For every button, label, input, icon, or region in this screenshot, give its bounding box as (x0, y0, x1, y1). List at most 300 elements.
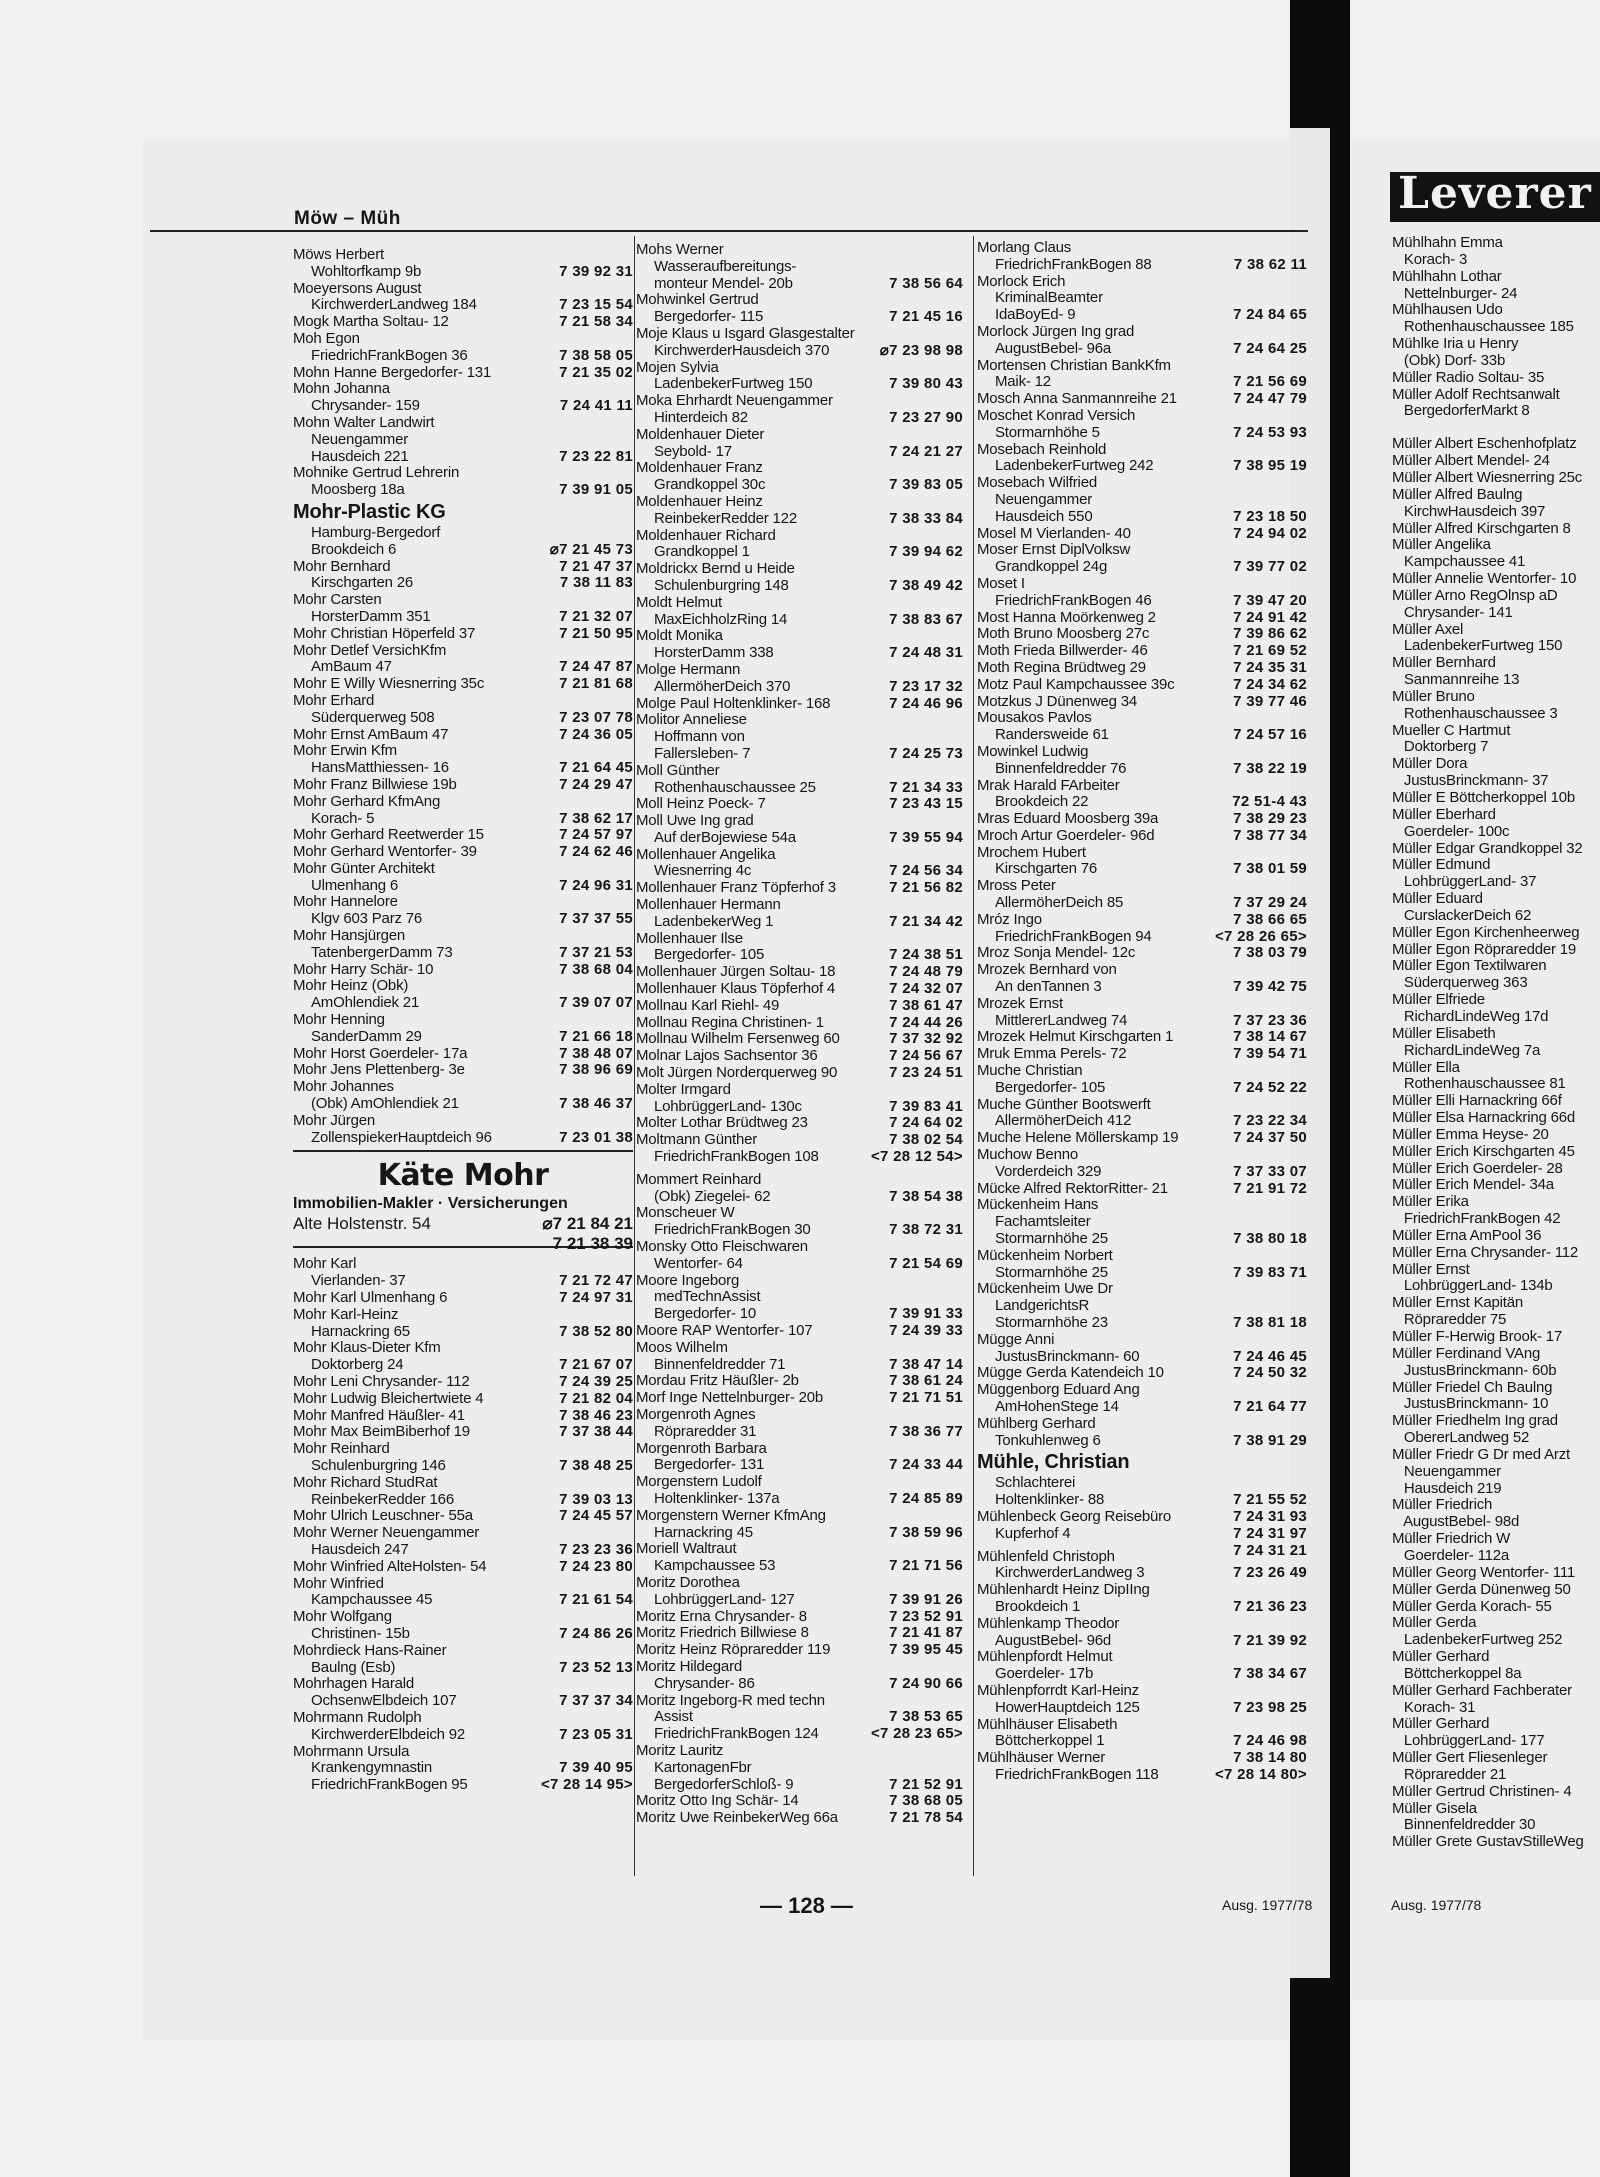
entry-name: Mross Peter (977, 877, 1056, 895)
directory-entry (636, 998, 963, 1015)
entry-phone-group (889, 1115, 963, 1132)
directory-entry (977, 1130, 1307, 1147)
entry-name: Moschet Konrad Versich (977, 406, 1136, 424)
directory-entry (636, 931, 963, 965)
entry-name: Morlock Erich (977, 272, 1066, 290)
directory-entry (293, 1307, 633, 1341)
entry-address: Christinen- 15b (311, 1624, 410, 1642)
directory-entry (293, 777, 633, 794)
entry-name: Motzkus J Dünenweg 34 (977, 692, 1138, 710)
entry-address: Vierlanden- 37 (311, 1272, 406, 1290)
directory-entry (636, 595, 963, 629)
entry-name: Moore Ingeborg (636, 1271, 740, 1289)
entry-address: Schulenburgring 146 (311, 1457, 446, 1474)
entry-name-bold: Mohr-Plastic KG (293, 500, 446, 523)
entry-phone-group (1233, 761, 1307, 778)
entry-name: Morgenroth Agnes (636, 1405, 756, 1423)
entry-address: KirchwerderElbdeich 92 (311, 1725, 466, 1743)
directory-entry (636, 1793, 963, 1810)
entry-name: Moth Frieda Billwerder- 46 (977, 642, 1148, 660)
entry-phone-group (559, 1096, 633, 1113)
entry-phone: 7 24 84 65 (1233, 306, 1307, 324)
directory-entry (636, 1810, 963, 1827)
entry-name: Mohrdieck Hans-Rainer (293, 1641, 447, 1659)
header-rule (150, 230, 1308, 232)
entry-name: Mollenhauer Hermann (636, 896, 781, 914)
entry-address: FriedrichFrankBogen 124 (654, 1725, 819, 1743)
entry-address: Kupferhof 4 (995, 1524, 1071, 1542)
entry-phone: 7 38 46 37 (559, 1095, 633, 1113)
directory-entry (977, 1097, 1307, 1131)
entry-phone-group (1233, 559, 1307, 576)
entry-phone-group (1233, 1365, 1307, 1382)
directory-entry-line: Müller Elfriede (1392, 991, 1485, 1009)
ad-phone: ⌀7 21 84 21 (542, 1214, 633, 1234)
entry-phone-group (1233, 1130, 1307, 1147)
directory-entry-line: Müller Adolf Rechtsanwalt (1392, 385, 1560, 403)
entry-name: Mückenheim Norbert (977, 1246, 1113, 1264)
directory-entry-line: Goerdeler- 100c (1392, 822, 1510, 840)
entry-phone-group (559, 827, 633, 844)
directory-entry (636, 1407, 963, 1441)
directory-entry (977, 1449, 1307, 1509)
entry-name: Mohr Johannes (293, 1078, 394, 1096)
entry-name: Mügge Gerda Katendeich 10 (977, 1364, 1164, 1382)
entry-phone-group (889, 1525, 963, 1542)
entry-phone: 7 38 29 23 (1233, 810, 1307, 828)
directory-entry-line: Müller Friedel Ch Baulng (1392, 1378, 1553, 1396)
entry-phone: 7 39 95 45 (889, 1641, 963, 1659)
entry-phone-group (559, 1727, 633, 1744)
entry-phone: 7 38 11 83 (559, 574, 633, 592)
entry-address: Fachamtsleiter (995, 1213, 1091, 1231)
directory-entry (636, 1508, 963, 1542)
entry-phone-group (1233, 1492, 1307, 1509)
directory-entry (293, 1113, 633, 1147)
directory-entry (977, 1582, 1307, 1616)
entry-phone: 7 23 22 81 (559, 447, 633, 465)
ad-phone: 7 21 38 39 (552, 1234, 633, 1254)
directory-entry-line: Chrysander- 141 (1392, 603, 1513, 621)
entry-phone: 7 21 71 51 (889, 1389, 963, 1407)
entry-address: ReinbekerRedder 166 (311, 1490, 454, 1508)
page-number: — 128 — (760, 1893, 853, 1918)
entry-phone: 7 37 38 44 (559, 1423, 633, 1441)
entry-address: ZollenspiekerHauptdeich 96 (311, 1128, 492, 1146)
entry-address: KirchwerderHausdeich 370 (654, 341, 830, 359)
entry-phone: 7 23 24 51 (889, 1064, 963, 1082)
entry-phone-group (559, 1374, 633, 1391)
entry-phone: 7 24 64 25 (1233, 339, 1307, 357)
entry-address: LadenbekerWeg 1 (654, 912, 774, 930)
entry-phone-group (889, 1323, 963, 1340)
entry-name: Molge Paul Holtenklinker- 168 (636, 694, 831, 712)
entry-phone: 7 21 56 69 (1233, 373, 1307, 391)
ad-company-name: Käte Mohr (377, 1158, 549, 1194)
entry-address: JustusBrinckmann- 60 (995, 1347, 1140, 1365)
entry-phone: 7 21 47 37 (559, 557, 633, 575)
entry-phone-group (559, 482, 633, 499)
directory-entry (977, 1649, 1307, 1683)
entry-phone: 7 24 46 96 (889, 694, 963, 712)
entry-name: Moldenhauer Franz (636, 459, 763, 477)
entry-name: Mohr Gerhard Reetwerder 15 (293, 826, 484, 844)
entry-name: Moos Wilhelm (636, 1338, 728, 1356)
directory-entry (636, 326, 963, 360)
directory-entry-line: Müller Ernst Kapitän (1392, 1294, 1524, 1312)
entry-phone-group (889, 544, 963, 561)
entry-address: FriedrichFrankBogen 46 (995, 591, 1152, 609)
entry-phone: 7 39 40 95 (559, 1759, 633, 1777)
directory-entry (977, 828, 1307, 845)
entry-phone-group (889, 1457, 963, 1474)
directory-entry-line: Mühlhahn Emma (1392, 234, 1503, 251)
directory-entry (293, 1609, 633, 1643)
entry-phone-group (889, 1424, 963, 1441)
directory-entry (636, 1625, 963, 1642)
entry-phone-group (889, 1048, 963, 1065)
entry-name: Molt Jürgen Norderquerweg 90 (636, 1064, 838, 1082)
entry-phone-group (1233, 811, 1307, 828)
directory-entry (977, 710, 1307, 744)
entry-address: Hamburg-Bergedorf (311, 523, 441, 541)
entry-phone: 7 39 92 31 (559, 262, 633, 280)
directory-entry (293, 844, 633, 861)
entry-name: Mortensen Christian BankKfm (977, 356, 1171, 374)
entry-phone-group (889, 1777, 963, 1794)
entry-name: Mohr Max BeimBiberhof 19 (293, 1423, 470, 1441)
entry-phone: ⌀7 21 45 73 (549, 540, 633, 558)
directory-entry-line: Müller Albert Wiesnerring 25c (1392, 468, 1583, 486)
directory-entry (293, 978, 633, 1012)
entry-name: Mühlenhardt Heinz DipIIng (977, 1581, 1150, 1599)
entry-name: Mohr Gerhard KfmAng (293, 792, 441, 810)
entry-phone-group (1233, 895, 1307, 912)
entry-phone: 7 38 62 17 (559, 809, 633, 827)
directory-entry-line: RichardLindeWeg 7a (1392, 1041, 1541, 1059)
entry-phone-group (889, 679, 963, 696)
directory-entry (293, 1079, 633, 1113)
entry-address: BergedorferSchloß- 9 (654, 1775, 794, 1793)
entry-phone: 72 51-4 43 (1232, 793, 1307, 811)
directory-entry-line: Müller Angelika (1392, 536, 1491, 554)
entry-name: Morlang Claus (977, 239, 1072, 256)
entry-address: Stormarnhöhe 25 (995, 1230, 1108, 1248)
entry-address: LadenbekerFurtweg 242 (995, 457, 1154, 475)
entry-phone-group (1233, 979, 1307, 996)
directory-entry (977, 1683, 1307, 1717)
entry-name: Mühlhäuser Werner (977, 1749, 1106, 1767)
entry-name: Moll Günther (636, 761, 720, 779)
directory-entry-line: Mühlhahn Lothar (1392, 267, 1502, 285)
entry-name: Mohr Richard StudRat (293, 1473, 438, 1491)
entry-address: KirchwerderLandweg 184 (311, 296, 477, 314)
directory-entry-line: Rothenhauschaussee 3 (1392, 704, 1558, 722)
directory-entry (293, 827, 633, 844)
directory-entry-line: Röpraredder 75 (1392, 1311, 1507, 1329)
entry-phone-group (889, 410, 963, 427)
directory-entry (293, 1710, 633, 1744)
entry-phone-group (559, 760, 633, 777)
directory-entry (293, 743, 633, 777)
entry-name: Morf Inge Nettelnburger- 20b (636, 1389, 824, 1407)
directory-column-2 (636, 242, 963, 1827)
entry-phone-group (1233, 526, 1307, 543)
entry-phone: 7 23 27 90 (889, 408, 963, 426)
entry-phone: 7 24 33 44 (889, 1456, 963, 1474)
entry-address: (Obk) AmOhlendiek 21 (311, 1095, 459, 1113)
directory-entry-line: Müller Friedhelm Ing grad (1392, 1412, 1558, 1430)
entry-phone: 7 23 01 38 (559, 1128, 633, 1146)
entry-phone: 7 24 34 62 (1233, 675, 1307, 693)
entry-phone: 7 39 07 07 (559, 994, 633, 1012)
entry-address: Baulng (Esb) (311, 1658, 396, 1676)
entry-phone: 7 23 17 32 (889, 677, 963, 695)
entry-address: Chrysander- 86 (654, 1674, 755, 1692)
entry-name: Mohn Johanna (293, 380, 390, 398)
entry-name: Muche Helene Möllerskamp 19 (977, 1129, 1179, 1147)
directory-entry (293, 1012, 633, 1046)
directory-entry-line: Müller Bruno (1392, 687, 1475, 705)
entry-phone: <7 28 26 65> (1214, 927, 1307, 945)
directory-entry-line: LadenbekerFurtweg 150 (1392, 637, 1563, 655)
entry-phone: 7 37 29 24 (1233, 894, 1307, 912)
entry-name: Mohn Walter Landwirt (293, 413, 435, 431)
entry-address: Moosberg 18a (311, 481, 405, 499)
directory-entry (636, 561, 963, 595)
directory-entry-line: Müller Gerhard Fachberater (1392, 1681, 1572, 1699)
entry-phone: 7 38 22 19 (1233, 759, 1307, 777)
entry-address: Randersweide 61 (995, 726, 1109, 744)
entry-phone: 7 38 91 29 (1233, 1431, 1307, 1449)
directory-entry (636, 494, 963, 528)
directory-entry (636, 1082, 963, 1116)
directory-entry (293, 1744, 633, 1794)
entry-phone: 7 24 46 45 (1233, 1347, 1307, 1365)
entry-address: Binnenfeldredder 71 (654, 1355, 786, 1373)
directory-entry-line: CurslackerDeich 62 (1392, 906, 1532, 924)
entry-name: Moll Uwe Ing grad (636, 812, 754, 830)
entry-phone-group (871, 1709, 963, 1743)
entry-address: LohbrüggerLand- 127 (654, 1590, 795, 1608)
entry-name: Moth Bruno Moosberg 27c (977, 625, 1150, 643)
entry-phone: 7 21 52 91 (889, 1775, 963, 1793)
directory-entry-line: RichardLindeWeg 17d (1392, 1007, 1549, 1025)
directory-entry-line: Rothenhauschaussee 185 (1392, 318, 1574, 336)
entry-phone: 7 23 43 15 (889, 795, 963, 813)
entry-phone: 7 21 35 02 (559, 363, 633, 381)
directory-entry (977, 660, 1307, 677)
entry-name: Moritz Ingeborg-R med techn (636, 1691, 825, 1709)
entry-name: Mollenhauer Klaus Töpferhof 4 (636, 980, 836, 998)
entry-address: Böttcherkoppel 1 (995, 1732, 1105, 1750)
entry-phone-group (889, 1031, 963, 1048)
directory-entry (977, 945, 1307, 962)
entry-name: Mrozek Helmut Kirschgarten 1 (977, 1028, 1174, 1046)
entry-phone: 7 21 71 56 (889, 1557, 963, 1575)
entry-name: Moser Ernst DiplVolksw (977, 541, 1131, 559)
directory-entry (977, 1416, 1307, 1450)
entry-address: Hausdeich 221 (311, 447, 409, 465)
entry-phone-group (889, 1592, 963, 1609)
entry-phone: 7 38 96 69 (559, 1061, 633, 1079)
entry-phone: 7 24 45 57 (559, 1507, 633, 1525)
directory-entry-line: Müller Gerda Korach- 55 (1392, 1597, 1552, 1615)
entry-address: HorsterDamm 338 (654, 644, 774, 662)
entry-phone-group (889, 998, 963, 1015)
directory-entry (977, 475, 1307, 525)
entry-name: Mohr Werner Neuengammer (293, 1524, 480, 1542)
entry-name: Mogk Martha Soltau- 12 (293, 313, 449, 331)
entry-phone: 7 24 94 02 (1233, 524, 1307, 542)
entry-phone: 7 38 49 42 (889, 576, 963, 594)
entry-phone: 7 37 33 07 (1233, 1162, 1307, 1180)
entry-name: Mohr Winfried (293, 1574, 384, 1592)
entry-phone-group (889, 1306, 963, 1323)
directory-entry (636, 628, 963, 662)
directory-entry-line: Müller Elisabeth (1392, 1024, 1496, 1042)
entry-phone: 7 24 52 22 (1233, 1078, 1307, 1096)
entry-phone: 7 39 77 02 (1233, 558, 1307, 576)
entry-address: Hausdeich 550 (995, 507, 1093, 525)
directory-entry-line: Müller Emma Heyse- 20 (1392, 1125, 1549, 1143)
entry-address: Goerdeler- 17b (995, 1665, 1094, 1683)
entry-phone-group (559, 1357, 633, 1374)
directory-entry (293, 1643, 633, 1677)
entry-phone: 7 38 59 96 (889, 1523, 963, 1541)
entry-phone-group (889, 1099, 963, 1116)
entry-list (293, 1256, 633, 1794)
entry-address: AllermöherDeich 370 (654, 677, 791, 695)
entry-name: Mohr Christian Höperfeld 37 (293, 624, 476, 642)
entry-name: Moll Heinz Poeck- 7 (636, 795, 766, 813)
entry-name: Mosch Anna Sanmannreihe 21 (977, 390, 1177, 408)
directory-entry (977, 1029, 1307, 1046)
entry-phone: 7 21 36 23 (1233, 1597, 1307, 1615)
entry-phone-group (889, 796, 963, 813)
entry-address: FriedrichFrankBogen 88 (995, 255, 1152, 273)
entry-address: Bergedorfer- 115 (654, 308, 764, 326)
entry-phone-group (889, 1065, 963, 1082)
entry-phone: 7 21 58 34 (559, 313, 633, 331)
directory-entry (293, 415, 633, 465)
entry-address: Kirschgarten 76 (995, 860, 1098, 878)
entry-phone: 7 21 34 42 (889, 912, 963, 930)
entry-phone: 7 38 02 54 (889, 1131, 963, 1149)
entry-phone-group (889, 964, 963, 981)
entry-name: Moth Regina Brüdtweg 29 (977, 658, 1146, 676)
entry-address: Röpraredder 31 (654, 1422, 757, 1440)
directory-entry (293, 314, 633, 331)
entry-phone: 7 21 61 54 (559, 1591, 633, 1609)
entry-name: Mohnike Gertrud Lehrerin (293, 464, 460, 482)
entry-name: Mohrmann Rudolph (293, 1708, 422, 1726)
entry-phone: 7 23 98 25 (1233, 1698, 1307, 1716)
entry-address: Bergedorfer- 131 (654, 1456, 765, 1474)
entry-address: Harnackring 45 (654, 1523, 753, 1541)
directory-entry (977, 996, 1307, 1030)
directory-entry (293, 1475, 633, 1509)
directory-entry (977, 912, 1307, 946)
entry-name: Mohr Ulrich Leuschner- 55a (293, 1507, 473, 1525)
directory-entry (636, 796, 963, 813)
entry-phone-group (559, 264, 633, 281)
directory-entry (293, 626, 633, 643)
entry-address: HowerHauptdeich 125 (995, 1698, 1140, 1716)
directory-entry-line: Müller Albert Mendel- 24 (1392, 452, 1550, 470)
entry-name: Mohr Erwin Kfm (293, 742, 397, 760)
entry-phone-group (1233, 861, 1307, 878)
directory-entry-line: Rothenhauschaussee 81 (1392, 1075, 1566, 1093)
directory-entry-line: Müller Gerda (1392, 1614, 1477, 1632)
entry-phone-group (559, 945, 633, 962)
entry-address: HorsterDamm 351 (311, 607, 431, 625)
entry-phone: 7 24 97 31 (559, 1289, 633, 1307)
directory-entry (293, 727, 633, 744)
entry-name: Mrak Harald FArbeiter (977, 776, 1120, 794)
directory-entry (636, 1048, 963, 1065)
entry-address: Süderquerweg 508 (311, 708, 435, 726)
directory-entry (977, 1063, 1307, 1097)
entry-phone-group (559, 1626, 633, 1643)
entry-phone: 7 38 68 04 (559, 960, 633, 978)
entry-phone: 7 23 26 49 (1233, 1564, 1307, 1582)
directory-entry-line: FriedrichFrankBogen 42 (1392, 1210, 1561, 1228)
entry-name: Mohr Klaus-Dieter Kfm (293, 1339, 441, 1357)
entry-address: LandgerichtsR (995, 1297, 1090, 1315)
entry-name: Morgenstern Werner KfmAng (636, 1506, 826, 1524)
entry-phone: 7 38 48 07 (559, 1044, 633, 1062)
entry-phone: 7 38 03 79 (1233, 944, 1307, 962)
entry-name: Moeyersons August (293, 279, 422, 297)
entry-address: KirchwerderLandweg 3 (995, 1564, 1145, 1582)
entry-address: Seybold- 17 (654, 442, 732, 460)
entry-phone: 7 24 37 50 (1233, 1129, 1307, 1147)
entry-name: Mohr Hansjürgen (293, 927, 406, 945)
entry-phone-group (1233, 458, 1307, 475)
directory-entry (636, 1474, 963, 1508)
directory-entry (636, 696, 963, 713)
directory-entry-line: LohbrüggerLand- 177 (1392, 1732, 1545, 1750)
entry-phone: 7 39 47 20 (1233, 591, 1307, 609)
entry-phone: 7 21 72 47 (559, 1272, 633, 1290)
directory-entry (293, 962, 633, 979)
entry-phone: 7 24 57 16 (1233, 726, 1307, 744)
entry-address: Grandkoppel 1 (654, 543, 750, 561)
entry-phone-group (889, 276, 963, 293)
entry-name: Mohr Carsten (293, 591, 382, 609)
entry-phone: 7 24 86 26 (559, 1624, 633, 1642)
directory-entry-line: ObererLandweg 52 (1392, 1429, 1530, 1447)
entry-phone: 7 38 34 67 (1233, 1665, 1307, 1683)
entry-name: Mohr Jürgen (293, 1111, 376, 1129)
entry-phone-group (1233, 1231, 1307, 1248)
entry-name: Molter Irmgard (636, 1080, 731, 1098)
entry-phone: 7 21 34 33 (889, 778, 963, 796)
directory-entry (636, 393, 963, 427)
directory-entry-line: (Obk) Dorf- 33b (1392, 351, 1506, 369)
entry-name: Mühlenpforrdt Karl-Heinz (977, 1681, 1139, 1699)
entry-phone: 7 24 31 97 (1233, 1524, 1307, 1542)
directory-entry-line: Mühlke Iria u Henry (1392, 335, 1519, 353)
entry-phone: <7 28 14 80> (1214, 1765, 1307, 1783)
entry-address: IdaBoyEd- 9 (995, 306, 1076, 324)
directory-entry (636, 427, 963, 461)
right-page-title: Leverer (1398, 172, 1592, 219)
entry-phone-group (559, 710, 633, 727)
entry-name: Morgenroth Barbara (636, 1439, 767, 1457)
entry-address: FriedrichFrankBogen 94 (995, 927, 1152, 945)
